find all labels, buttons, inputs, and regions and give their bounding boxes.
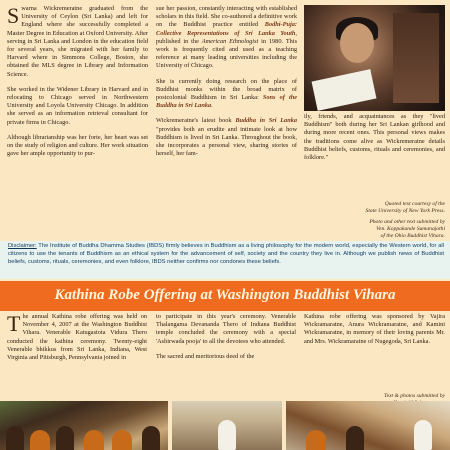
profile-paragraph: ily, friends, and acquaintances as they "lived Buddhism" both during her Sri Lankan girlhood and during more recent ones. This personal views makes the traditions come alive as Wickremeratne details Buddhist beliefs, customs, rituals and ceremonies, and folklore.": [304, 113, 445, 162]
photo-credit-line: of the Ohio Buddhist Vihara.: [380, 233, 445, 239]
profile-text: "provides both an erudite and intimate look at how Buddhism is lived in Sri Lanka. Throughout the book, she incorporates a personal view, sharing stories of herself, her fam-: [156, 125, 297, 158]
kathina-paragraph: to participate in this year's ceremony. Venerable Thalangama Devananda Thero of Indiana Buddhist temple concluded the ceremony with a special 'Ashirwada pooja' to all the devotees who attended.: [156, 313, 296, 345]
section-title: Kathina Robe Offering at Washington Buddhist Vihara: [54, 287, 396, 303]
profile-column-3: [304, 113, 445, 169]
profile-paragraph: Although librarianship was her forte, her heart was set on the study of religion and culture. Her work situation gave her ample opportunity to pur-: [7, 133, 148, 158]
profile-paragraph: Wickremeratne's latest book: [156, 117, 232, 125]
profile-dropcap: S: [7, 3, 20, 28]
profile-column-1: [7, 5, 148, 165]
profile-text: in 1980. This work is frequently cited and used as a teaching reference at many leading universities including the University of Chicago.: [156, 37, 298, 70]
profile-text: , published in the: [156, 29, 297, 45]
kathina-column-1: [7, 313, 147, 369]
author-photo: [304, 5, 445, 111]
kathina-paragraph: Kathina robe offering was sponsored by Vajira Wickramaratne, Anura Wickramaratne, and Kamini Wickramaratne, in memory of their loving parents Mr. and Mrs. Wickramaratne of Nugegoda, Sri Lanka.: [304, 313, 445, 345]
book-title-sons-of-buddha: Sons of the Buddha in Sri Lanka: [156, 94, 297, 110]
monk-robe-shape: [306, 430, 326, 450]
profile-paragraph: She worked in the Widener Library in Harvard and in relocating to Chicago served in Northwestern University and Loyola University Chicago. In addition she served as an information retrieval consultant for private firms in Chicago.: [7, 85, 148, 126]
book-title-bodhi-puja: Bodhi-Puja: Collective Representations of Sri Lanka Youth: [156, 21, 297, 37]
quote-credit-line: State University of New York Press.: [365, 208, 445, 214]
photo-credit: [304, 219, 445, 240]
person-shape: [142, 426, 160, 450]
disclaimer-text: [8, 243, 444, 266]
disclaimer-label: Disclaimer:: [8, 243, 37, 249]
profile-paragraph: warna Wickremeratne graduated from the University of Ceylon (Sri Lanka) and left for England where she successfully completed a Master Degree in Education at Oxford University. After serving in Sri Lanka and London in the education field for several years, she migrated with her family to Harvard where in Simmons College, Boston, she obtained the MLS degree in Library and Information Science.: [7, 5, 148, 78]
monk-robe-shape: [84, 430, 104, 450]
bookshelf-shape: [393, 13, 439, 103]
disclaimer-box: [0, 241, 450, 279]
monk-robe-shape: [30, 430, 50, 450]
buddha-statue-shape: [218, 420, 236, 450]
person-shape: [6, 426, 24, 450]
kathina-paragraph: he annual Kathina robe offering was held on November 4, 2007 at the Washington Buddhist Vihara. Venerable Katugastota Vidura Thero conducted the kathina ceremony. Twenty-eight Venerable bhikkus from Sri Lanka, Indiana, West Virginia and Pittsburgh, Pennsylvania joined in: [7, 313, 147, 362]
journal-title: American Ethnologist: [201, 37, 259, 45]
ceremony-photo-monks: [0, 401, 168, 450]
person-shape: [346, 426, 364, 450]
book-title-buddha-in-sri-lanka: Buddha in Sri Lanka: [235, 117, 297, 125]
book-shape: [312, 69, 377, 111]
photo-credit-line: Photo and other text submitted by: [369, 219, 445, 225]
photo-credit-line: Ven. Koppakande Sumanajothi: [376, 226, 445, 232]
kathina-credit-line: Text & photos submitted by: [383, 393, 445, 399]
ceremony-photo-hall: [286, 401, 450, 450]
ceremony-photo-shrine: [172, 401, 282, 450]
face-shape: [340, 23, 374, 63]
kathina-dropcap: T: [7, 311, 21, 336]
quote-credit-line: Quoted text courtesy of the: [384, 201, 445, 207]
profile-paragraph: sue her passion, constantly interacting with established scholars in this field. She co-authored a definitive work on the Buddhist practice entitled: [156, 5, 297, 29]
person-shape: [56, 426, 74, 450]
kathina-paragraph: The sacred and meritorious deed of the: [156, 352, 255, 360]
profile-column-2: sue her passion, constantly interacting with established scholars in this field. She co-authored a definitive work on the Buddhist practice entitled Bodhi-Puja: Collective Representations of Sri Lanka Youth, published in the American Ethnologist in 1980. This work is frequently cited and used as a teaching reference at many leading universities including the University of Chicago. She is currently doing research on the place of Buddhist monks within the broad matrix of postcolonial Buddhism in Sri Lanka: Sons of the Buddha in Sri Lanka. Wickremeratne's latest book Buddha in Sri Lanka "provides both an erudite and intimate look at how Buddhism is lived in Sri Lanka. Throughout the book, she incorporates a personal view, sharing stories of herself, her fam-: [156, 5, 298, 158]
buddha-statue-shape: [414, 420, 432, 450]
quote-credit: [304, 201, 445, 215]
monk-robe-shape: [112, 430, 132, 450]
kathina-column-2: [156, 313, 296, 368]
disclaimer-body: The Institute of Buddha Dhamma Studies (IBDS) firmly believes in Buddhism as a living philosophy for the modern world, especially the Western world, for all citizens to use the tenants of Buddhism as an ethical system for the advancement of self, society and the country they live in. Although we publish news of Buddhist beliefs, customs, rituals, ceremonies, and even folklore, IBDS neither confirms nor condones these beliefs.: [8, 243, 444, 265]
section-banner: [0, 281, 450, 311]
kathina-column-3: [304, 313, 445, 353]
profile-paragraph: She is currently doing research on the place of Buddhist monks within the broad matrix of postcolonial Buddhism in Sri Lanka:: [156, 77, 297, 102]
